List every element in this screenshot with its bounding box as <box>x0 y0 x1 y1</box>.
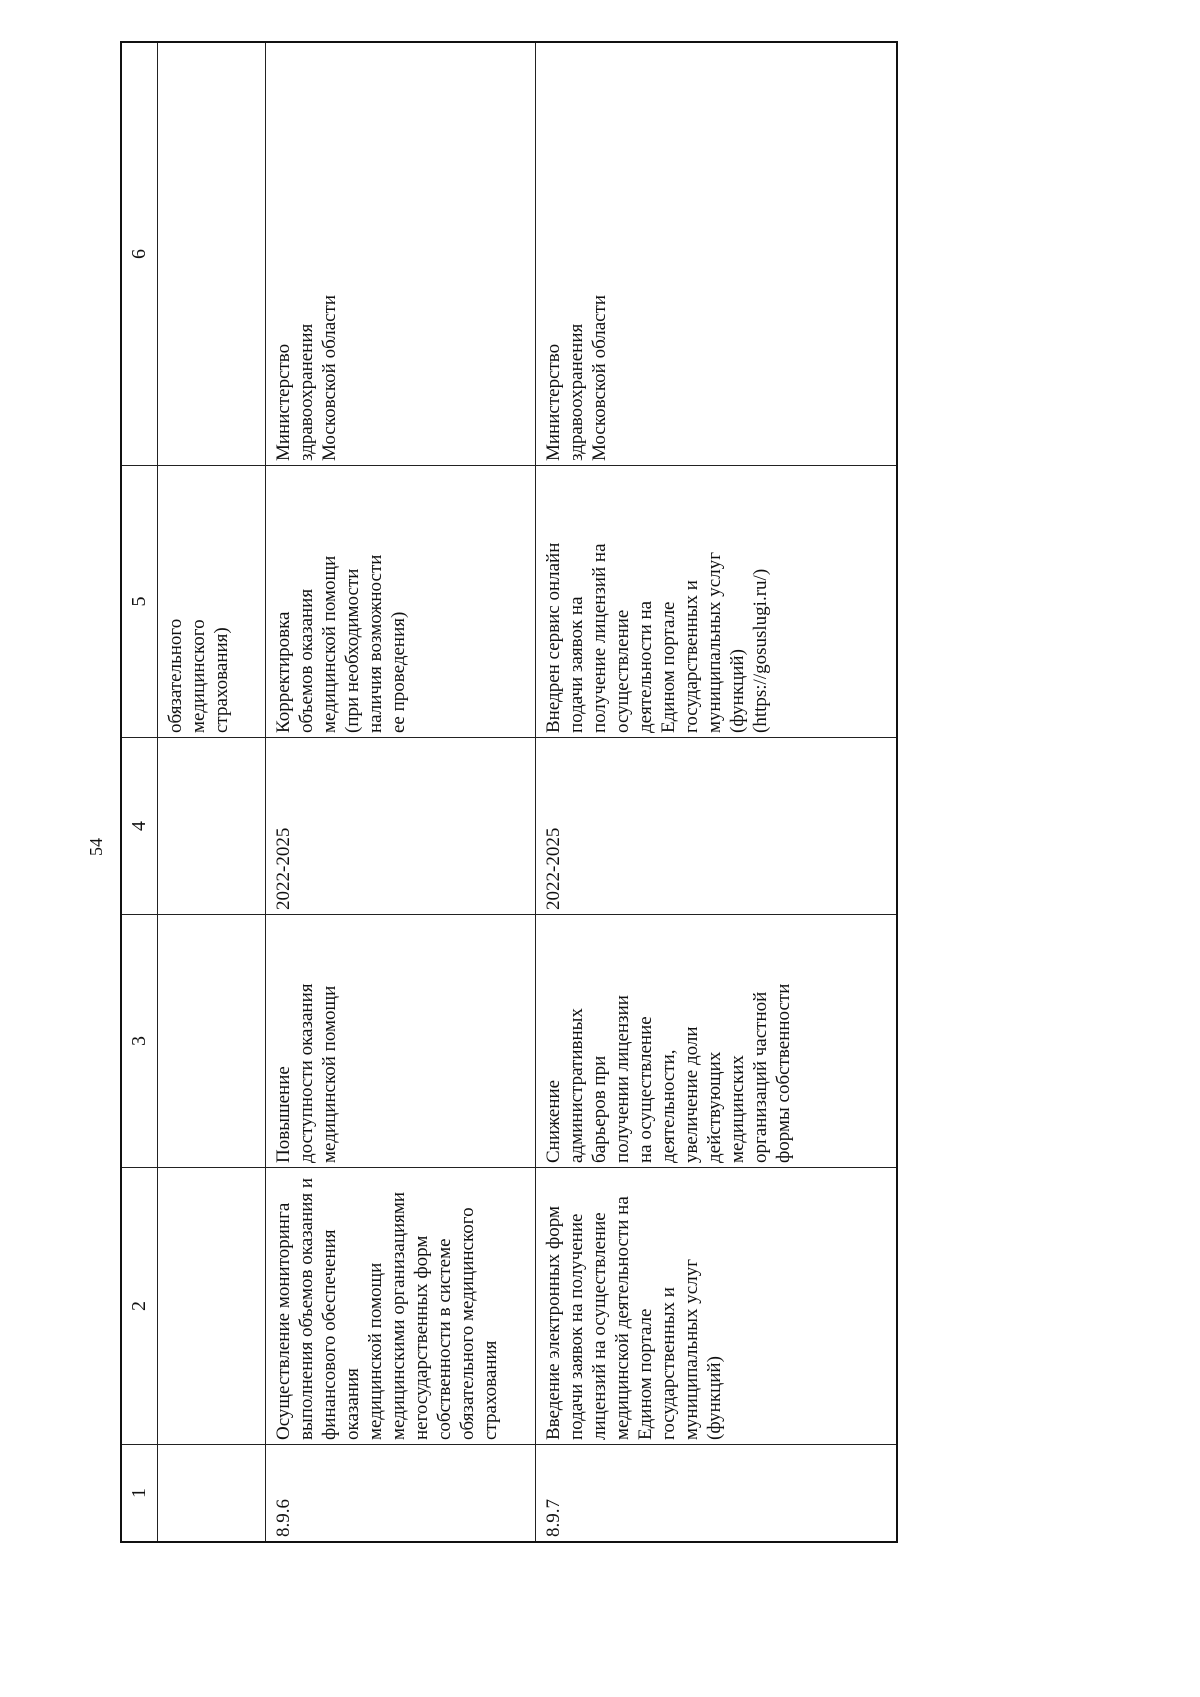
table-row <box>157 42 265 1542</box>
cell-period: 2022-2025 <box>265 738 535 915</box>
cell-period: 2022-2025 <box>535 738 897 915</box>
table-header-row <box>121 42 157 1542</box>
cell-result: Повышение доступности оказания медицинской помощи <box>265 915 535 1168</box>
cell-responsible: Министерство здравоохранения Московской области <box>265 42 535 466</box>
cell-num: 8.9.7 <box>535 1445 897 1543</box>
table-row <box>265 42 535 1542</box>
header-cell-4: 4 <box>121 738 157 915</box>
cell-period <box>157 738 265 915</box>
cell-responsible <box>157 42 265 466</box>
header-cell-3: 3 <box>121 915 157 1168</box>
header-cell-6: 6 <box>121 42 157 466</box>
cell-result: Снижение административных барьеров при получении лицензии на осуществление деятельности, увеличение доли действующих медицинских организаций частной формы собственности <box>535 915 897 1168</box>
page-number: 54 <box>86 838 106 856</box>
header-cell-2: 2 <box>121 1168 157 1445</box>
cell-indicator: обязательного медицинского страхования) <box>157 466 265 738</box>
rotated-table-wrapper <box>120 98 896 1543</box>
cell-measure: Введение электронных форм подачи заявок на получение лицензий на осуществление медицинской деятельности на Едином портале государственных и муниципальных услуг (функций) <box>535 1168 897 1445</box>
measures-table <box>120 41 898 1543</box>
table-row <box>535 42 897 1542</box>
cell-num <box>157 1445 265 1543</box>
header-cell-5: 5 <box>121 466 157 738</box>
cell-indicator: Корректировка объемов оказания медицинской помощи (при необходимости наличия возможности ее проведения) <box>265 466 535 738</box>
cell-measure: Осуществление мониторинга выполнения объемов оказания и финансового обеспечения оказания медицинской помощи медицинскими организациями негосударственных форм собственности в системе обязательного медицинского страхования <box>265 1168 535 1445</box>
cell-result <box>157 915 265 1168</box>
cell-indicator: Внедрен сервис онлайн подачи заявок на получение лицензий на осуществление деятельности на Едином портале государственных и муниципальных услуг (функций) (https://gosuslugi.ru/) <box>535 466 897 738</box>
cell-num: 8.9.6 <box>265 1445 535 1543</box>
cell-measure <box>157 1168 265 1445</box>
header-cell-1: 1 <box>121 1445 157 1543</box>
cell-responsible: Министерство здравоохранения Московской области <box>535 42 897 466</box>
